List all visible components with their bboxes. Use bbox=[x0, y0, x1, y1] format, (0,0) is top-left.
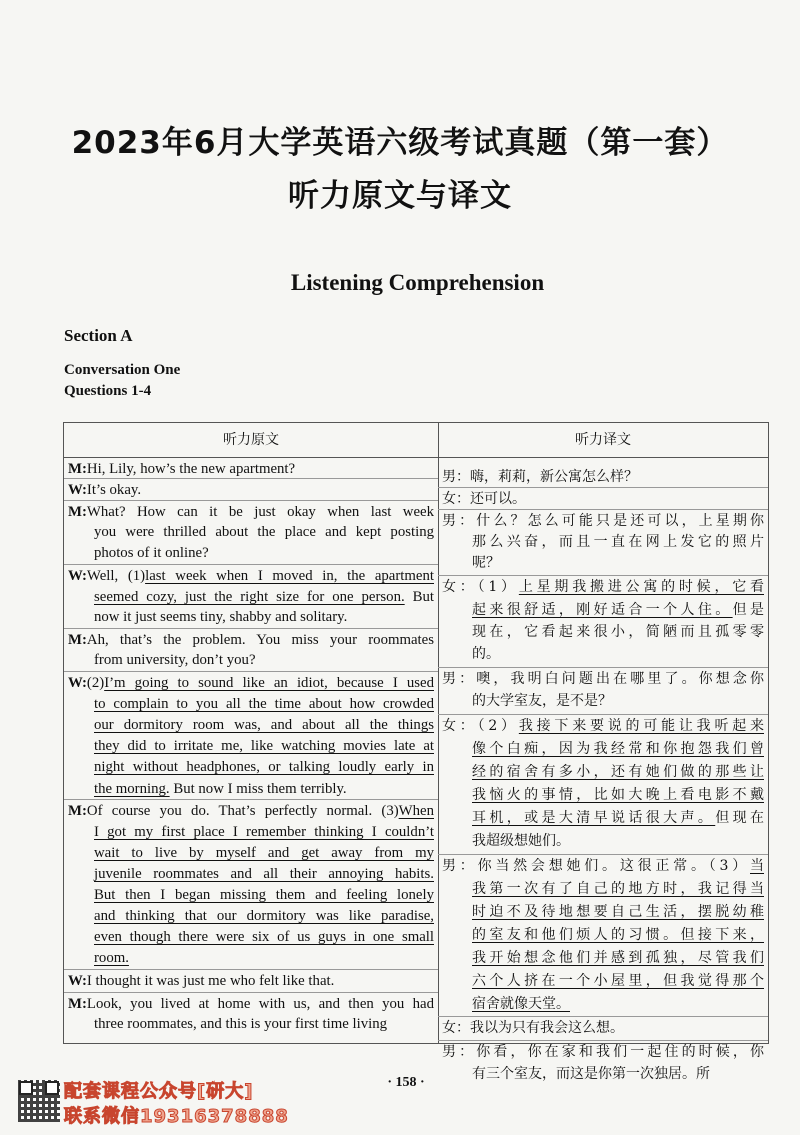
transcript-line bbox=[68, 459, 434, 479]
column-divider bbox=[438, 423, 439, 1043]
line-text: I thought it was just me who felt like that. bbox=[86, 973, 335, 989]
speaker-label: W: bbox=[68, 973, 87, 989]
transcript-line bbox=[68, 927, 434, 947]
answer-key-text: even though there were six of us guys in one small bbox=[94, 929, 434, 945]
speaker-label: M: bbox=[68, 803, 87, 819]
speaker-label: M: bbox=[68, 996, 87, 1012]
speaker-turn-divider bbox=[438, 1040, 768, 1041]
speaker-turn-divider bbox=[64, 992, 438, 993]
transcript-line bbox=[68, 757, 434, 777]
column-header-translation: 听力译文 bbox=[575, 432, 631, 448]
transcript-line bbox=[442, 948, 764, 969]
speaker-label: 男： bbox=[442, 671, 477, 687]
transcript-line bbox=[68, 480, 434, 500]
page-number: · 158 · bbox=[387, 1075, 425, 1090]
speaker-turn-divider bbox=[64, 628, 438, 629]
answer-key-text: our dormitory room was, and about all the things bbox=[94, 717, 434, 733]
speaker-label: W: bbox=[68, 675, 87, 691]
transcript-line bbox=[68, 587, 434, 607]
line-text: But now I miss them terribly. bbox=[169, 781, 347, 797]
speaker-turn-divider bbox=[64, 478, 438, 479]
transcript-line bbox=[68, 715, 434, 735]
speaker-turn-divider bbox=[438, 1016, 768, 1017]
line-text: 但现在 bbox=[715, 810, 764, 826]
document-title-line2: 听力原文与译文 bbox=[288, 178, 512, 214]
transcript-line bbox=[442, 553, 764, 574]
line-text: from university, don’t you? bbox=[94, 652, 256, 668]
answer-key-text: juvenile roommates and all their annoying habits. bbox=[94, 866, 434, 882]
speaker-turn-divider bbox=[438, 509, 768, 510]
transcript-line bbox=[442, 994, 764, 1015]
transcript-line bbox=[442, 808, 764, 829]
answer-key-text: 的室友和他们烦人的习惯。 bbox=[472, 927, 681, 943]
transcript-line bbox=[68, 885, 434, 905]
speaker-label: 男： bbox=[442, 513, 477, 529]
answer-key-text: they did to irritate me, like watching movies late at bbox=[94, 738, 434, 754]
answer-key-text: 当 bbox=[750, 858, 764, 874]
transcript-line bbox=[68, 906, 434, 926]
line-text: 嗨，莉莉，新公寓怎么样？ bbox=[470, 469, 638, 485]
answer-key-text: 时迫不及待地想要自己生活，摆脱幼稚 bbox=[472, 904, 764, 920]
transcript-line bbox=[442, 785, 764, 806]
answer-key-text: I’m going to sound like an idiot, because I used bbox=[104, 675, 434, 691]
line-text: But bbox=[404, 589, 434, 605]
speaker-turn-divider bbox=[64, 500, 438, 501]
part-heading: Listening Comprehension bbox=[290, 270, 545, 295]
answer-key-text: 宿舍就像天堂。 bbox=[472, 996, 570, 1012]
line-text: 噢，我明白问题出在哪里了。你想念你 bbox=[476, 671, 764, 687]
answer-key-text: and thinking that our dormitory was like paradise, bbox=[94, 908, 434, 924]
line-text: Of course you do. That’s perfectly normal. (3) bbox=[86, 803, 399, 819]
conversation-heading: Conversation One bbox=[64, 362, 181, 378]
answer-key-text: 我第一次有了自己的地方时，我记得当 bbox=[472, 881, 764, 897]
answer-key-text: wait to live by myself and get away from my bbox=[94, 845, 434, 861]
speaker-turn-divider bbox=[438, 714, 768, 715]
speaker-label: 男： bbox=[442, 858, 478, 874]
speaker-label: W: bbox=[68, 568, 87, 584]
speaker-turn-divider bbox=[438, 575, 768, 576]
line-text: （2） bbox=[477, 718, 519, 734]
transcript-line bbox=[68, 522, 434, 542]
line-text: 还可以。 bbox=[470, 491, 526, 507]
speaker-label: M: bbox=[68, 461, 87, 477]
transcript-line bbox=[442, 532, 764, 553]
answer-key-text: 像个白痴，因为我经常和你抱怨我们曾 bbox=[472, 741, 764, 757]
transcript-table bbox=[63, 422, 769, 1082]
transcript-line bbox=[442, 971, 764, 992]
transcript-line bbox=[68, 543, 434, 563]
transcript-line bbox=[68, 994, 434, 1014]
speaker-turn-divider bbox=[64, 969, 438, 970]
transcript-line bbox=[442, 1018, 764, 1039]
transcript-line bbox=[68, 843, 434, 863]
answer-key-text: to complain to you all the time about how crowded bbox=[94, 696, 434, 712]
line-text: now it just seems tiny, shabby and solitary. bbox=[94, 609, 348, 625]
transcript-line bbox=[442, 856, 764, 877]
speaker-turn-divider bbox=[64, 799, 438, 800]
answer-key-text: night without headphones, or talking loudly early in bbox=[94, 759, 434, 775]
watermark-line-2: 联系微信19316378888 bbox=[64, 1106, 289, 1127]
answer-key-text: 我开始想念他们并感到孤独，尽管我们 bbox=[472, 950, 764, 966]
speaker-label: W: bbox=[68, 482, 87, 498]
speaker-turn-divider bbox=[438, 487, 768, 488]
transcript-line bbox=[68, 650, 434, 670]
transcript-line bbox=[68, 630, 434, 650]
transcript-line bbox=[442, 902, 764, 923]
line-text: you were thrilled about the place and kept posting bbox=[94, 524, 434, 540]
transcript-line bbox=[68, 1014, 434, 1034]
line-text: Hi, Lily, how’s the new apartment? bbox=[86, 461, 296, 477]
transcript-line bbox=[68, 736, 434, 756]
answer-key-text: seemed cozy, just the right size for one person. bbox=[94, 589, 405, 605]
transcript-line bbox=[442, 622, 764, 643]
speaker-label: 男： bbox=[442, 469, 470, 485]
speaker-turn-divider bbox=[438, 854, 768, 855]
speaker-label: 女： bbox=[442, 491, 470, 507]
speaker-label: 男： bbox=[442, 1044, 477, 1060]
speaker-label: M: bbox=[68, 504, 87, 520]
line-text: 你看，你在家和我们一起住的时候，你 bbox=[476, 1044, 764, 1060]
line-text: 什么？怎么可能只是还可以，上星期你 bbox=[476, 513, 764, 529]
answer-key-text: 耳机，或是大清早说话很大声。 bbox=[472, 810, 716, 826]
line-text: 的大学室友，是不是？ bbox=[472, 693, 612, 709]
line-text: 有三个室友，而这是你第一次独居。所 bbox=[472, 1066, 710, 1082]
line-text: What? How can it be just okay when last week bbox=[86, 504, 434, 520]
answer-key-text: room. bbox=[94, 950, 129, 966]
column-header-original: 听力原文 bbox=[223, 432, 279, 448]
answer-key-text: I got my first place I remember thinking I couldn’t bbox=[94, 824, 434, 840]
line-text: 我超级想她们。 bbox=[472, 833, 570, 849]
line-text: Look, you lived at home with us, and then you had bbox=[86, 996, 434, 1012]
answer-key-text: 经的宿舍有多小，还有她们做的那些让 bbox=[472, 764, 764, 780]
transcript-line bbox=[442, 716, 764, 737]
questions-heading: Questions 1-4 bbox=[64, 383, 152, 399]
transcript-line bbox=[68, 779, 434, 799]
speaker-turn-divider bbox=[64, 671, 438, 672]
transcript-line bbox=[68, 673, 434, 693]
answer-key-text: 我接下来要说的可能让我听起来 bbox=[518, 718, 764, 734]
transcript-line bbox=[442, 1042, 764, 1063]
line-text: 你当然会想她们。这很正常。（3） bbox=[477, 858, 750, 874]
line-text: 的。 bbox=[472, 646, 500, 662]
line-text: three roommates, and this is your first time living bbox=[94, 1016, 388, 1032]
transcript-line bbox=[442, 831, 764, 852]
transcript-line bbox=[442, 511, 764, 532]
line-text: 呢？ bbox=[472, 555, 500, 571]
transcript-line bbox=[68, 971, 434, 991]
speaker-turn-divider bbox=[64, 564, 438, 565]
line-text: （1） bbox=[477, 579, 519, 595]
transcript-line bbox=[442, 739, 764, 760]
answer-key-text: When bbox=[398, 803, 434, 819]
transcript-line bbox=[442, 600, 764, 621]
speaker-label: 女： bbox=[442, 718, 478, 734]
answer-key-text: 我恼火的事情，比如大晚上看电影不戴 bbox=[472, 787, 764, 803]
line-text: 但是 bbox=[732, 602, 764, 618]
transcript-line bbox=[68, 694, 434, 714]
speaker-label: 女： bbox=[442, 1020, 470, 1036]
transcript-line bbox=[442, 644, 764, 665]
line-text: 那么兴奋，而且一直在网上发它的照片 bbox=[472, 534, 764, 550]
transcript-line bbox=[442, 925, 764, 946]
transcript-line bbox=[68, 801, 434, 821]
transcript-line bbox=[442, 691, 764, 712]
transcript-line bbox=[68, 607, 434, 627]
line-text: photos of it online? bbox=[94, 545, 209, 561]
transcript-line bbox=[68, 822, 434, 842]
answer-key-text: 但接下来， bbox=[680, 927, 764, 943]
transcript-line bbox=[68, 948, 434, 968]
line-text: 我以为只有我会这么想。 bbox=[470, 1020, 624, 1036]
qr-code-icon bbox=[18, 1080, 60, 1122]
transcript-line bbox=[442, 489, 764, 510]
transcript-line bbox=[68, 864, 434, 884]
answer-key-text: 上星期我搬进公寓的时候，它看 bbox=[518, 579, 764, 595]
speaker-label: M: bbox=[68, 632, 87, 648]
answer-key-text: last week when I moved in, the apartment bbox=[145, 568, 434, 584]
transcript-line bbox=[442, 467, 764, 488]
line-text: Ah, that’s the problem. You miss your roommates bbox=[86, 632, 434, 648]
line-text: 现在，它看起来很小，简陋而且孤零零 bbox=[472, 624, 764, 640]
transcript-line bbox=[68, 566, 434, 586]
answer-key-text: 六个人挤在一个小屋里，但我觉得那个 bbox=[472, 973, 764, 989]
transcript-line bbox=[442, 669, 764, 690]
transcript-line bbox=[442, 879, 764, 900]
header-divider bbox=[64, 457, 768, 458]
answer-key-text: the morning. bbox=[94, 781, 170, 797]
line-text: Well, (1) bbox=[86, 568, 146, 584]
line-text: (2) bbox=[86, 675, 105, 691]
transcript-line bbox=[442, 577, 764, 598]
answer-key-text: But then I began missing them and feeling lonely bbox=[94, 887, 434, 903]
answer-key-text: 起来很舒适，刚好适合一个人住。 bbox=[472, 602, 733, 618]
speaker-label: 女： bbox=[442, 579, 478, 595]
speaker-turn-divider bbox=[438, 667, 768, 668]
transcript-line bbox=[68, 502, 434, 522]
transcript-line bbox=[442, 762, 764, 783]
line-text: It’s okay. bbox=[86, 482, 142, 498]
section-heading: Section A bbox=[64, 326, 133, 345]
watermark-line-1: 配套课程公众号[研大] bbox=[64, 1081, 254, 1102]
document-title: 2023年6月大学英语六级考试真题（第一套） bbox=[71, 125, 729, 161]
